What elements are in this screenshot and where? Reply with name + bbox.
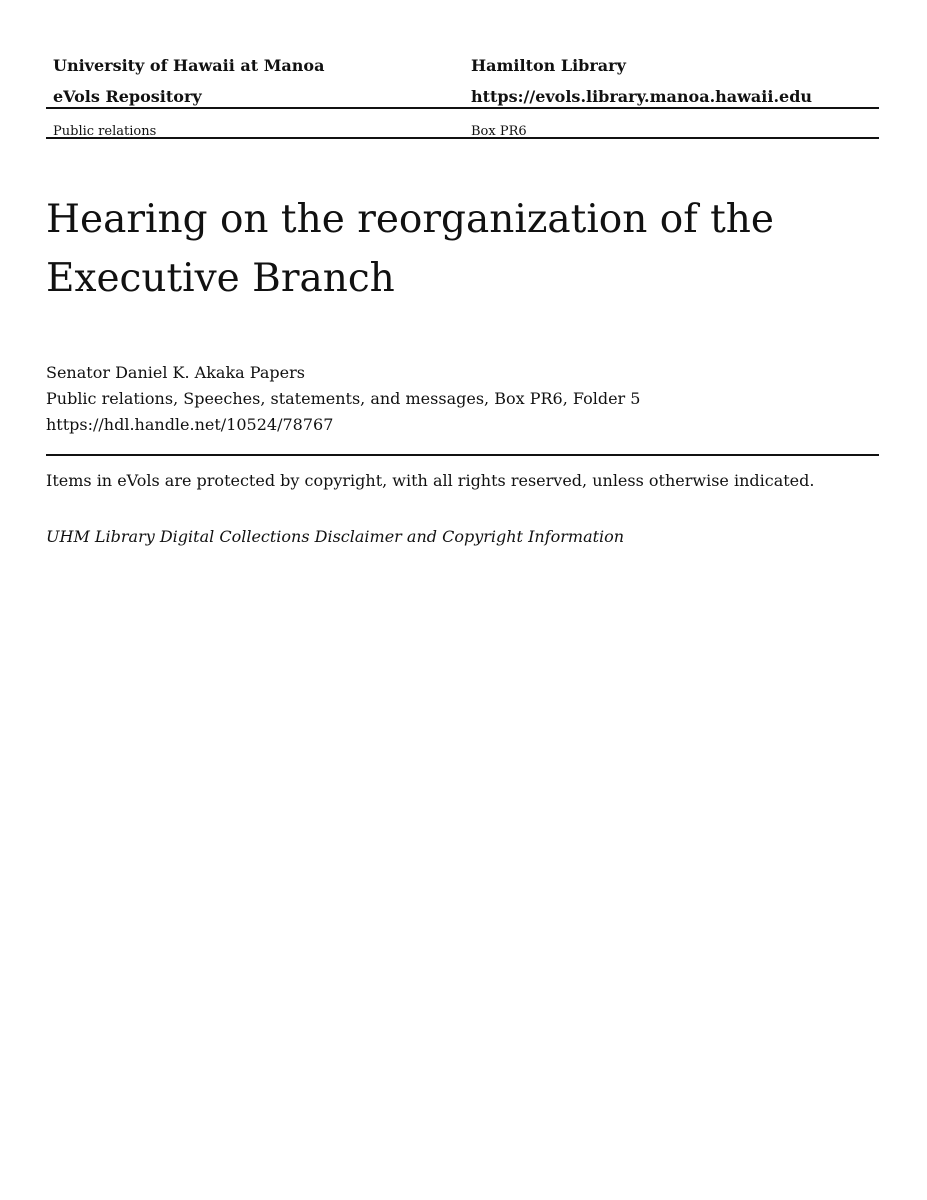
document-title-line-2: Executive Branch [46,256,395,301]
handle-link[interactable]: https://hdl.handle.net/10524/78767 [46,415,334,434]
metadata-divider [46,454,879,456]
copyright-notice: Items in eVols are protected by copyright, with all rights reserved, unless otherwise indicated. [46,471,815,490]
folder-location: Public relations, Speeches, statements, and messages, Box PR6, Folder 5 [46,389,641,408]
header-divider-top [46,107,879,109]
library-name: Hamilton Library [471,56,626,75]
collection-name: Senator Daniel K. Akaka Papers [46,363,305,382]
repository-name: eVols Repository [53,87,202,106]
disclaimer-link[interactable]: UHM Library Digital Collections Disclaimer and Copyright Information [46,527,625,546]
header-row-2 [46,83,879,114]
series-label: Public relations [53,124,157,139]
header-row-1 [46,52,879,83]
document-title [46,190,879,308]
box-label: Box PR6 [471,124,527,139]
repository-header [46,52,879,142]
institution-name: University of Hawaii at Manoa [53,56,325,75]
header-divider-bottom [46,137,879,139]
repository-url-link[interactable]: https://evols.library.manoa.hawaii.edu [471,87,813,106]
document-title-line-1: Hearing on the reorganization of the [46,197,774,242]
document-metadata [46,360,879,438]
